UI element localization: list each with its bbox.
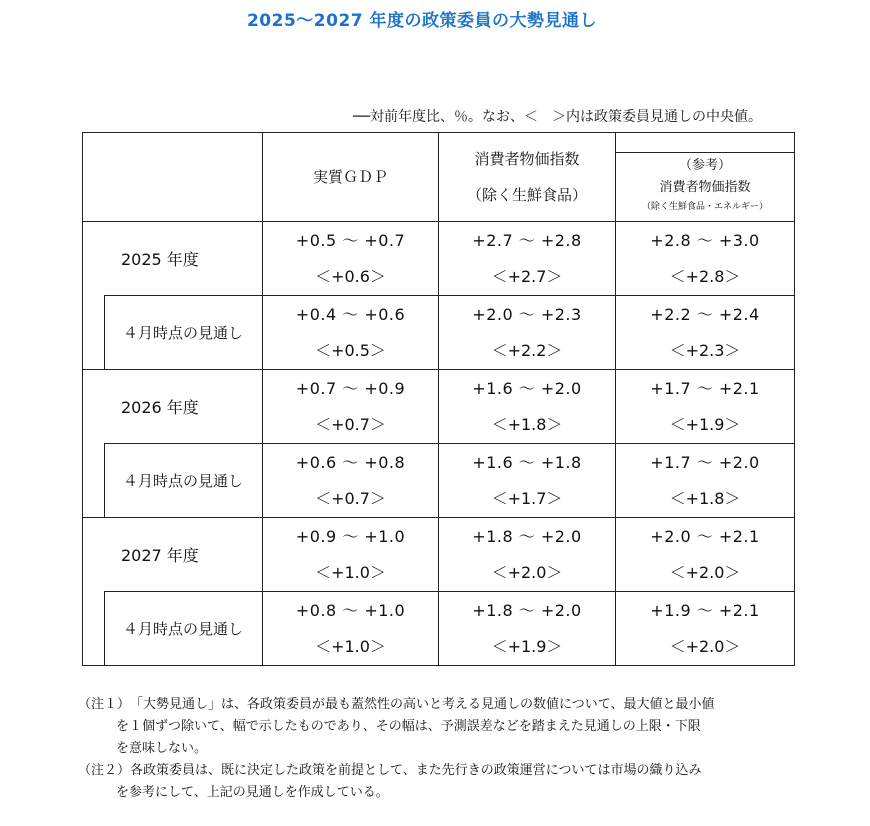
table-subtitle: ──対前年度比、％。なお、＜ ＞内は政策委員見通しの中央値。 xyxy=(353,109,762,125)
gdp-cell: +0.4 ～ +0.6 ＜+0.5＞ xyxy=(263,296,439,370)
cpi-cell: +1.6 ～ +2.0 ＜+1.8＞ xyxy=(439,370,616,444)
cpi-cell: +1.8 ～ +2.0 ＜+1.9＞ xyxy=(439,592,616,666)
core-cpi-cell: +2.0 ～ +2.1 ＜+2.0＞ xyxy=(616,518,795,592)
table-row xyxy=(83,518,795,592)
gdp-cell: +0.6 ～ +0.8 ＜+0.7＞ xyxy=(263,444,439,518)
gdp-cell: +0.5 ～ +0.7 ＜+0.6＞ xyxy=(263,222,439,296)
header-corner xyxy=(83,133,263,222)
cpi-cell: +2.0 ～ +2.3 ＜+2.2＞ xyxy=(439,296,616,370)
core-cpi-cell: +1.7 ～ +2.1 ＜+1.9＞ xyxy=(616,370,795,444)
core-cpi-cell: +2.8 ～ +3.0 ＜+2.8＞ xyxy=(616,222,795,296)
year-label: 2025 年度 xyxy=(83,222,263,296)
cpi-cell: +2.7 ～ +2.8 ＜+2.7＞ xyxy=(439,222,616,296)
header-reference: （参考） 消費者物価指数 （除く生鮮食品・エネルギー） xyxy=(616,133,795,222)
row-indent xyxy=(83,296,105,370)
row-indent xyxy=(83,444,105,518)
table-row xyxy=(83,296,795,370)
gdp-cell: +0.8 ～ +1.0 ＜+1.0＞ xyxy=(263,592,439,666)
april-label: ４月時点の見通し xyxy=(105,444,263,518)
cpi-cell: +1.8 ～ +2.0 ＜+2.0＞ xyxy=(439,518,616,592)
page-title: 2025～2027 年度の政策委員の大勢見通し xyxy=(246,11,598,31)
cpi-cell: +1.6 ～ +1.8 ＜+1.7＞ xyxy=(439,444,616,518)
table-row xyxy=(83,222,795,296)
header-gdp: 実質ＧＤＰ xyxy=(263,133,439,222)
april-label: ４月時点の見通し xyxy=(105,296,263,370)
footnote-1: （注１） 「大勢見通し」は、各政策委員が最も蓋然性の高いと考える見通しの数値について、最大値と最小値 xyxy=(78,697,715,712)
table-row xyxy=(83,370,795,444)
header-cpi: 消費者物価指数 （除く生鮮食品） xyxy=(439,133,616,222)
footnote-2: （注２） 各政策委員は、既に決定した政策を前提として、また先行きの政策運営については市場の織り込み xyxy=(78,763,702,778)
year-label: 2026 年度 xyxy=(83,370,263,444)
footnotes xyxy=(78,694,818,804)
forecast-table xyxy=(82,132,795,666)
row-indent xyxy=(83,592,105,666)
gdp-cell: +0.9 ～ +1.0 ＜+1.0＞ xyxy=(263,518,439,592)
table-row xyxy=(83,592,795,666)
core-cpi-cell: +1.7 ～ +2.0 ＜+1.8＞ xyxy=(616,444,795,518)
header-row xyxy=(83,133,795,222)
table-row xyxy=(83,444,795,518)
april-label: ４月時点の見通し xyxy=(105,592,263,666)
core-cpi-cell: +2.2 ～ +2.4 ＜+2.3＞ xyxy=(616,296,795,370)
footnote-1-cont: を意味しない。 xyxy=(116,741,208,756)
footnote-1-cont: を１個ずつ除いて、幅で示したものであり、その幅は、予測誤差などを踏まえた見通しの上限・下限 xyxy=(116,719,701,734)
footnote-2-cont: を参考にして、上記の見通しを作成している。 xyxy=(116,785,389,800)
year-label: 2027 年度 xyxy=(83,518,263,592)
core-cpi-cell: +1.9 ～ +2.1 ＜+2.0＞ xyxy=(616,592,795,666)
gdp-cell: +0.7 ～ +0.9 ＜+0.7＞ xyxy=(263,370,439,444)
